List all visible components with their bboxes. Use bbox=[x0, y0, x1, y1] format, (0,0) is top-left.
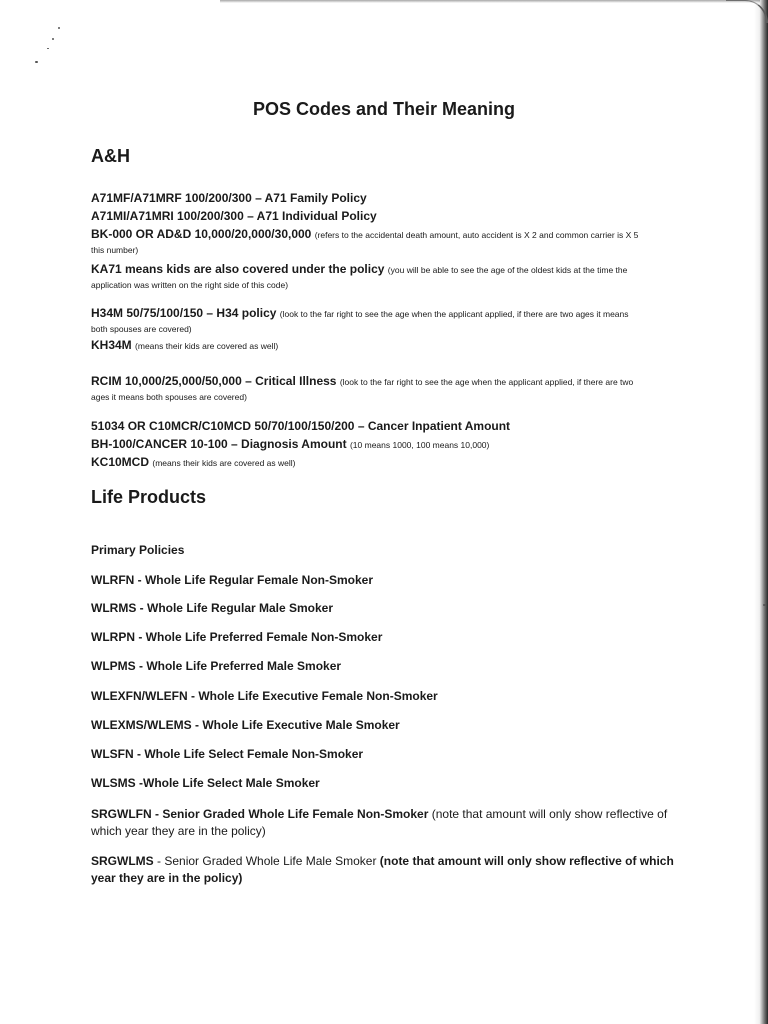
ah-line bbox=[91, 192, 691, 205]
ah-line-note: this number) bbox=[91, 245, 139, 255]
scan-speck bbox=[58, 27, 60, 29]
ah-line-code: A71MI/A71MRI 100/200/300 – A71 Individual Policy bbox=[91, 209, 377, 223]
life-policy-item: WLPMS - Whole Life Preferred Male Smoker bbox=[91, 659, 342, 673]
life-policy-item: WLRPN - Whole Life Preferred Female Non-Smoker bbox=[91, 630, 383, 644]
ah-line bbox=[91, 307, 691, 321]
ah-line bbox=[91, 438, 691, 452]
ah-line-note: (means their kids are covered as well) bbox=[135, 341, 279, 351]
life-policy-item: WLSFN - Whole Life Select Female Non-Smoker bbox=[91, 747, 364, 761]
ah-line-code: KA71 means kids are also covered under the policy bbox=[91, 262, 385, 276]
srg-female-code: SRGWLFN - Senior Graded Whole Life Female Non-Smoker bbox=[91, 807, 429, 821]
ah-line-cont bbox=[91, 390, 691, 404]
ah-line-note: (look to the far right to see the age when the applicant applied, if there are two bbox=[339, 377, 634, 387]
scan-speck bbox=[763, 604, 766, 606]
life-policy-item: WLEXFN/WLEFN - Whole Life Executive Female Non-Smoker bbox=[91, 689, 438, 703]
ah-line-code: KC10MCD bbox=[91, 455, 150, 469]
ah-line bbox=[91, 210, 691, 223]
life-policy-item: WLSMS -Whole Life Select Male Smoker bbox=[91, 776, 320, 790]
ah-line-cont bbox=[91, 278, 691, 292]
subheading-primary-policies: Primary Policies bbox=[91, 543, 185, 557]
ah-line-cont bbox=[91, 322, 691, 336]
ah-line-code: 51034 OR C10MCR/C10MCD 50/70/100/150/200 – Cancer Inpatient Amount bbox=[91, 419, 511, 433]
ah-line-note: (look to the far right to see the age when the applicant applied, if there are two ages it means bbox=[279, 309, 629, 319]
ah-line-note: (10 means 1000, 100 means 10,000) bbox=[349, 440, 490, 450]
ah-line bbox=[91, 228, 691, 242]
ah-line bbox=[91, 339, 691, 353]
ah-line bbox=[91, 456, 691, 470]
ah-line bbox=[91, 375, 691, 389]
ah-line-note: ages it means both spouses are covered) bbox=[91, 392, 247, 402]
page-title: POS Codes and Their Meaning bbox=[252, 99, 516, 119]
ah-line-code: H34M 50/75/100/150 – H34 policy bbox=[91, 306, 277, 320]
section-heading-ah: A&H bbox=[91, 146, 130, 166]
life-policy-item: WLRMS - Whole Life Regular Male Smoker bbox=[91, 601, 334, 615]
ah-line-note: both spouses are covered) bbox=[91, 324, 192, 334]
srg-male-desc: - Senior Graded Whole Life Male Smoker bbox=[153, 854, 380, 868]
scan-page-edge bbox=[754, 0, 768, 1024]
scan-speck bbox=[35, 61, 38, 63]
ah-line-note: (refers to the accidental death amount, auto accident is X 2 and common carrier is X 5 bbox=[314, 230, 639, 240]
ah-line-note: application was written on the right side of this code) bbox=[91, 280, 289, 290]
ah-line-code: A71MF/A71MRF 100/200/300 – A71 Family Policy bbox=[91, 191, 367, 205]
section-heading-life: Life Products bbox=[91, 487, 207, 507]
ah-line bbox=[91, 420, 691, 433]
ah-line-cont bbox=[91, 243, 691, 257]
life-policy-item-srg-female bbox=[91, 806, 691, 840]
life-policy-item-srg-male bbox=[91, 853, 691, 887]
life-policy-item: WLEXMS/WLEMS - Whole Life Executive Male Smoker bbox=[91, 718, 400, 732]
scan-top-shadow bbox=[220, 0, 760, 3]
srg-female-note: (note that amount will only show reflective of which year they are in the policy) bbox=[91, 807, 668, 838]
scan-speck bbox=[47, 48, 49, 49]
ah-line-code: BH-100/CANCER 10-100 – Diagnosis Amount bbox=[91, 437, 347, 451]
ah-line-code: RCIM 10,000/25,000/50,000 – Critical Illness bbox=[91, 374, 337, 388]
ah-line-note: (you will be able to see the age of the oldest kids at the time the bbox=[387, 265, 628, 275]
ah-line-code: BK-000 OR AD&D 10,000/20,000/30,000 bbox=[91, 227, 312, 241]
life-policy-item: WLRFN - Whole Life Regular Female Non-Smoker bbox=[91, 573, 374, 587]
ah-line-code: KH34M bbox=[91, 338, 132, 352]
ah-line bbox=[91, 263, 691, 277]
scan-speck bbox=[52, 38, 54, 40]
srg-male-code: SRGWLMS bbox=[91, 854, 154, 868]
srg-male-note: (note that amount will only show reflective of which year they are in the policy) bbox=[91, 854, 674, 885]
ah-line-note: (means their kids are covered as well) bbox=[152, 458, 296, 468]
